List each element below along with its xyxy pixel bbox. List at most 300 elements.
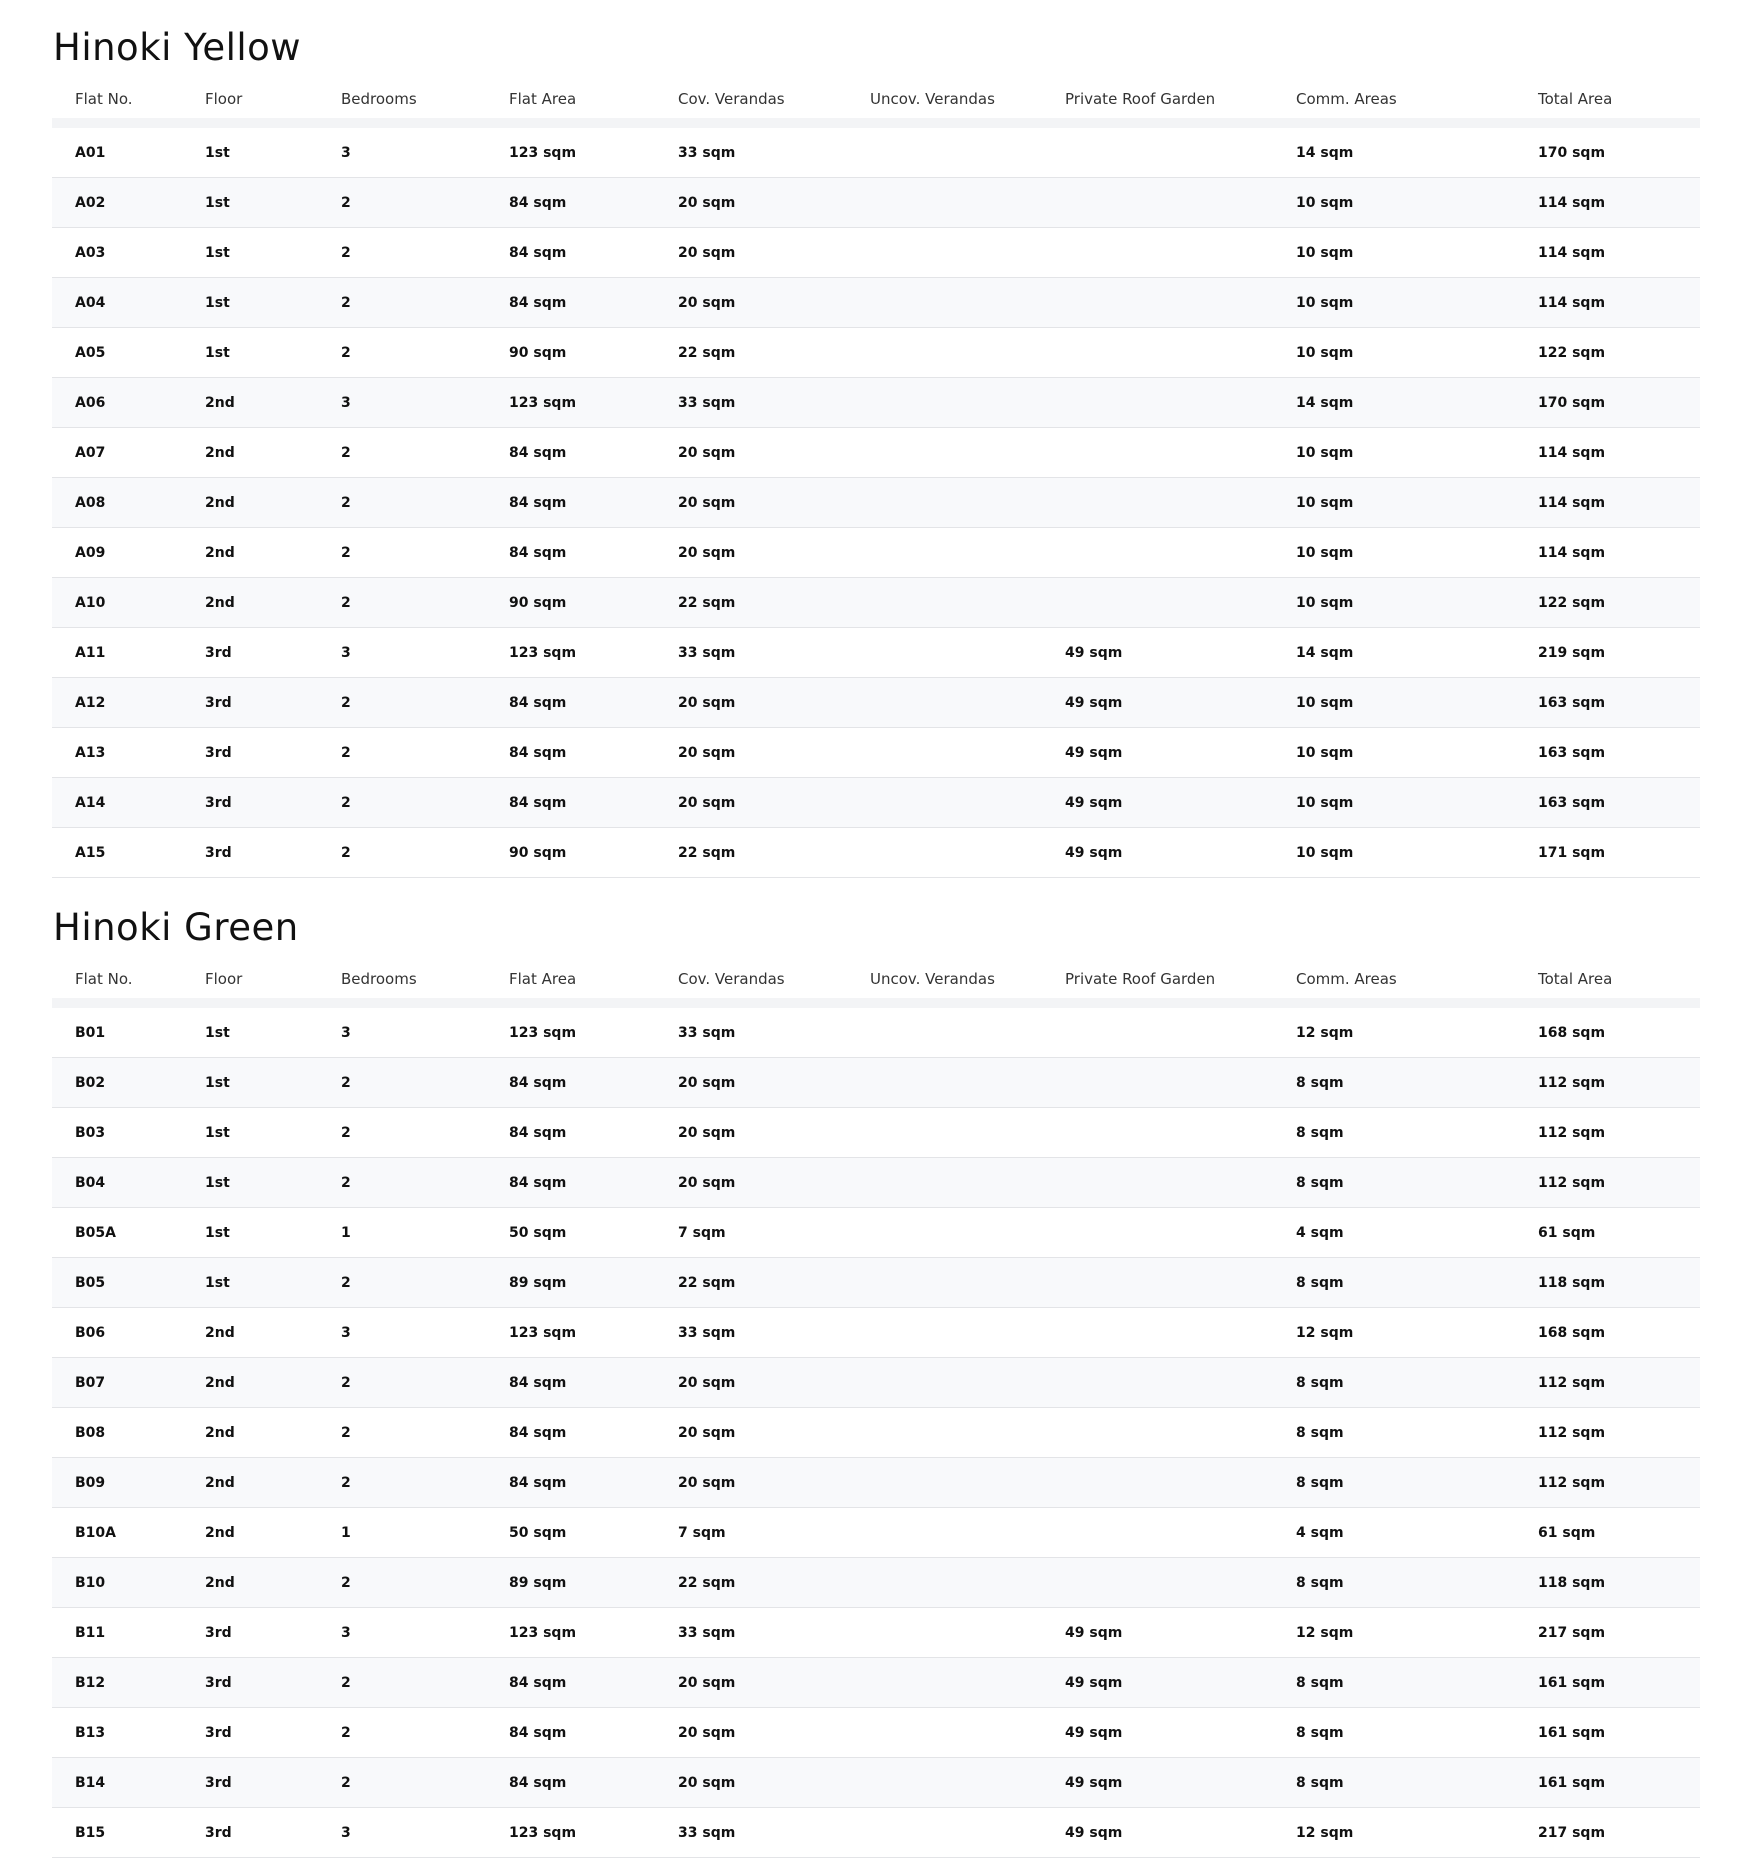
cell-uncov-verandas [870,1558,1065,1608]
cell-bedrooms: 2 [341,478,509,528]
cell-cov-verandas: 22 sqm [678,328,870,378]
cell-bedrooms: 2 [341,1758,509,1808]
cell-floor: 2nd [205,528,341,578]
cell-bedrooms: 2 [341,328,509,378]
cell-uncov-verandas [870,1308,1065,1358]
cell-uncov-verandas [870,228,1065,278]
cell-private-roof-garden [1065,328,1296,378]
cell-cov-verandas: 7 sqm [678,1208,870,1258]
cell-uncov-verandas [870,1658,1065,1708]
cell-cov-verandas: 33 sqm [678,1003,870,1058]
cell-floor: 2nd [205,378,341,428]
cell-bedrooms: 3 [341,628,509,678]
cell-uncov-verandas [870,578,1065,628]
cell-flat-area: 84 sqm [509,228,678,278]
cell-uncov-verandas [870,1108,1065,1158]
cell-comm-areas: 4 sqm [1296,1208,1538,1258]
cell-total-area: 118 sqm [1538,1258,1700,1308]
cell-private-roof-garden [1065,1508,1296,1558]
cell-bedrooms: 2 [341,778,509,828]
cell-uncov-verandas [870,1808,1065,1858]
cell-flat-area: 84 sqm [509,678,678,728]
cell-total-area: 112 sqm [1538,1108,1700,1158]
cell-uncov-verandas [870,1208,1065,1258]
cell-private-roof-garden: 49 sqm [1065,1608,1296,1658]
cell-private-roof-garden: 49 sqm [1065,828,1296,878]
cell-cov-verandas: 33 sqm [678,378,870,428]
cell-uncov-verandas [870,678,1065,728]
cell-flat-no: B09 [52,1458,205,1508]
cell-comm-areas: 8 sqm [1296,1258,1538,1308]
cell-flat-area: 84 sqm [509,1458,678,1508]
cell-bedrooms: 2 [341,678,509,728]
cell-total-area: 114 sqm [1538,528,1700,578]
cell-cov-verandas: 20 sqm [678,728,870,778]
table-row [52,778,1700,828]
cell-private-roof-garden: 49 sqm [1065,1808,1296,1858]
cell-flat-area: 84 sqm [509,1408,678,1458]
cell-bedrooms: 2 [341,178,509,228]
cell-flat-no: B06 [52,1308,205,1358]
cell-total-area: 114 sqm [1538,428,1700,478]
cell-cov-verandas: 33 sqm [678,1308,870,1358]
cell-total-area: 170 sqm [1538,378,1700,428]
cell-floor: 3rd [205,1758,341,1808]
table-row [52,728,1700,778]
cell-bedrooms: 2 [341,1258,509,1308]
cell-comm-areas: 8 sqm [1296,1708,1538,1758]
cell-total-area: 114 sqm [1538,178,1700,228]
flats-table [52,960,1700,1858]
cell-comm-areas: 10 sqm [1296,178,1538,228]
cell-uncov-verandas [870,1708,1065,1758]
cell-floor: 3rd [205,678,341,728]
cell-flat-no: A14 [52,778,205,828]
cell-uncov-verandas [870,178,1065,228]
cell-private-roof-garden [1065,123,1296,178]
cell-cov-verandas: 20 sqm [678,678,870,728]
cell-private-roof-garden [1065,1208,1296,1258]
cell-comm-areas: 10 sqm [1296,828,1538,878]
cell-cov-verandas: 20 sqm [678,228,870,278]
cell-uncov-verandas [870,123,1065,178]
table-row [52,578,1700,628]
cell-private-roof-garden [1065,428,1296,478]
table-row [52,228,1700,278]
cell-comm-areas: 8 sqm [1296,1658,1538,1708]
cell-uncov-verandas [870,1258,1065,1308]
cell-private-roof-garden [1065,578,1296,628]
cell-flat-no: B12 [52,1658,205,1708]
cell-floor: 3rd [205,1608,341,1658]
cell-comm-areas: 8 sqm [1296,1358,1538,1408]
cell-flat-no: A02 [52,178,205,228]
cell-flat-area: 84 sqm [509,1358,678,1408]
cell-uncov-verandas [870,1508,1065,1558]
cell-private-roof-garden [1065,1358,1296,1408]
cell-comm-areas: 14 sqm [1296,628,1538,678]
table-row [52,1608,1700,1658]
cell-flat-area: 84 sqm [509,778,678,828]
cell-comm-areas: 10 sqm [1296,528,1538,578]
cell-cov-verandas: 20 sqm [678,778,870,828]
table-row [52,1708,1700,1758]
cell-flat-area: 84 sqm [509,1658,678,1708]
cell-comm-areas: 8 sqm [1296,1408,1538,1458]
table-row [52,1458,1700,1508]
cell-flat-area: 123 sqm [509,123,678,178]
cell-private-roof-garden: 49 sqm [1065,1658,1296,1708]
cell-flat-no: A13 [52,728,205,778]
cell-flat-no: B01 [52,1003,205,1058]
cell-comm-areas: 10 sqm [1296,678,1538,728]
cell-cov-verandas: 7 sqm [678,1508,870,1558]
cell-comm-areas: 10 sqm [1296,728,1538,778]
cell-total-area: 217 sqm [1538,1808,1700,1858]
column-header-flat-area: Flat Area [509,80,678,123]
cell-comm-areas: 10 sqm [1296,478,1538,528]
cell-flat-no: B03 [52,1108,205,1158]
column-header-bedrooms: Bedrooms [341,960,509,1003]
cell-flat-no: A04 [52,278,205,328]
cell-cov-verandas: 33 sqm [678,628,870,678]
cell-floor: 1st [205,1003,341,1058]
cell-total-area: 161 sqm [1538,1658,1700,1708]
cell-comm-areas: 4 sqm [1296,1508,1538,1558]
table-row [52,428,1700,478]
table-row [52,828,1700,878]
cell-flat-area: 90 sqm [509,828,678,878]
cell-total-area: 114 sqm [1538,228,1700,278]
cell-flat-no: A09 [52,528,205,578]
cell-total-area: 112 sqm [1538,1058,1700,1108]
cell-comm-areas: 12 sqm [1296,1308,1538,1358]
cell-total-area: 171 sqm [1538,828,1700,878]
cell-floor: 2nd [205,428,341,478]
table-row [52,528,1700,578]
cell-floor: 3rd [205,1708,341,1758]
table-row [52,678,1700,728]
cell-bedrooms: 2 [341,428,509,478]
cell-total-area: 122 sqm [1538,578,1700,628]
cell-bedrooms: 2 [341,1358,509,1408]
cell-total-area: 61 sqm [1538,1208,1700,1258]
cell-flat-no: B02 [52,1058,205,1108]
cell-total-area: 112 sqm [1538,1158,1700,1208]
cell-bedrooms: 2 [341,1708,509,1758]
cell-total-area: 219 sqm [1538,628,1700,678]
cell-flat-area: 84 sqm [509,178,678,228]
cell-flat-no: B11 [52,1608,205,1658]
table-row [52,1358,1700,1408]
cell-bedrooms: 2 [341,228,509,278]
cell-flat-no: A06 [52,378,205,428]
cell-cov-verandas: 20 sqm [678,528,870,578]
column-header-private-roof-garden: Private Roof Garden [1065,960,1296,1003]
cell-comm-areas: 8 sqm [1296,1108,1538,1158]
cell-cov-verandas: 20 sqm [678,1358,870,1408]
cell-floor: 2nd [205,578,341,628]
column-header-cov-verandas: Cov. Verandas [678,80,870,123]
cell-private-roof-garden [1065,378,1296,428]
cell-uncov-verandas [870,478,1065,528]
column-header-flat-no: Flat No. [52,960,205,1003]
cell-floor: 1st [205,228,341,278]
cell-comm-areas: 10 sqm [1296,578,1538,628]
cell-uncov-verandas [870,328,1065,378]
cell-uncov-verandas [870,1458,1065,1508]
table-row [52,1758,1700,1808]
cell-private-roof-garden [1065,178,1296,228]
cell-total-area: 114 sqm [1538,278,1700,328]
cell-bedrooms: 3 [341,1808,509,1858]
cell-private-roof-garden [1065,1308,1296,1358]
cell-floor: 3rd [205,628,341,678]
cell-floor: 1st [205,1108,341,1158]
table-row [52,1058,1700,1108]
cell-flat-no: A15 [52,828,205,878]
cell-flat-area: 89 sqm [509,1258,678,1308]
cell-bedrooms: 2 [341,1058,509,1108]
column-header-floor: Floor [205,80,341,123]
table-row [52,1208,1700,1258]
cell-uncov-verandas [870,628,1065,678]
cell-uncov-verandas [870,828,1065,878]
table-row [52,1308,1700,1358]
cell-floor: 3rd [205,1658,341,1708]
cell-floor: 1st [205,1208,341,1258]
table-row [52,1158,1700,1208]
cell-flat-no: B05 [52,1258,205,1308]
column-header-total-area: Total Area [1538,960,1700,1003]
cell-private-roof-garden: 49 sqm [1065,628,1296,678]
table-row [52,478,1700,528]
cell-bedrooms: 3 [341,1003,509,1058]
column-header-comm-areas: Comm. Areas [1296,960,1538,1003]
cell-private-roof-garden [1065,1458,1296,1508]
cell-floor: 2nd [205,1558,341,1608]
cell-floor: 1st [205,123,341,178]
cell-flat-no: B13 [52,1708,205,1758]
cell-total-area: 163 sqm [1538,728,1700,778]
cell-flat-area: 84 sqm [509,728,678,778]
cell-total-area: 163 sqm [1538,778,1700,828]
cell-floor: 2nd [205,1408,341,1458]
cell-total-area: 161 sqm [1538,1758,1700,1808]
cell-flat-area: 84 sqm [509,428,678,478]
cell-comm-areas: 10 sqm [1296,228,1538,278]
cell-floor: 3rd [205,728,341,778]
cell-flat-area: 84 sqm [509,478,678,528]
cell-private-roof-garden: 49 sqm [1065,778,1296,828]
cell-uncov-verandas [870,1003,1065,1058]
cell-bedrooms: 2 [341,1408,509,1458]
cell-flat-area: 123 sqm [509,1608,678,1658]
cell-private-roof-garden: 49 sqm [1065,678,1296,728]
cell-flat-no: B08 [52,1408,205,1458]
cell-cov-verandas: 20 sqm [678,1708,870,1758]
cell-total-area: 122 sqm [1538,328,1700,378]
cell-floor: 2nd [205,1508,341,1558]
cell-total-area: 168 sqm [1538,1308,1700,1358]
cell-private-roof-garden: 49 sqm [1065,1708,1296,1758]
cell-floor: 3rd [205,828,341,878]
cell-floor: 1st [205,328,341,378]
cell-total-area: 112 sqm [1538,1408,1700,1458]
cell-comm-areas: 12 sqm [1296,1608,1538,1658]
cell-floor: 1st [205,1158,341,1208]
table-row [52,1808,1700,1858]
cell-bedrooms: 3 [341,378,509,428]
cell-flat-no: A08 [52,478,205,528]
cell-flat-no: A10 [52,578,205,628]
cell-uncov-verandas [870,278,1065,328]
cell-bedrooms: 2 [341,1658,509,1708]
cell-cov-verandas: 33 sqm [678,123,870,178]
cell-uncov-verandas [870,1608,1065,1658]
cell-flat-no: B15 [52,1808,205,1858]
cell-flat-area: 123 sqm [509,378,678,428]
cell-comm-areas: 12 sqm [1296,1003,1538,1058]
cell-bedrooms: 2 [341,278,509,328]
cell-comm-areas: 8 sqm [1296,1058,1538,1108]
cell-floor: 1st [205,278,341,328]
table-header-row [52,960,1700,1003]
table-row [52,1658,1700,1708]
cell-cov-verandas: 20 sqm [678,278,870,328]
cell-flat-area: 50 sqm [509,1508,678,1558]
table-body [52,1003,1700,1858]
cell-total-area: 112 sqm [1538,1458,1700,1508]
column-header-flat-no: Flat No. [52,80,205,123]
column-header-bedrooms: Bedrooms [341,80,509,123]
cell-private-roof-garden [1065,1408,1296,1458]
cell-bedrooms: 3 [341,1308,509,1358]
cell-floor: 2nd [205,1358,341,1408]
cell-comm-areas: 10 sqm [1296,278,1538,328]
cell-floor: 2nd [205,1458,341,1508]
cell-private-roof-garden [1065,528,1296,578]
cell-private-roof-garden [1065,1158,1296,1208]
cell-total-area: 118 sqm [1538,1558,1700,1608]
cell-flat-area: 84 sqm [509,1158,678,1208]
cell-flat-no: A03 [52,228,205,278]
cell-private-roof-garden [1065,1258,1296,1308]
table-row [52,1108,1700,1158]
cell-cov-verandas: 20 sqm [678,1108,870,1158]
cell-total-area: 163 sqm [1538,678,1700,728]
cell-flat-no: A12 [52,678,205,728]
cell-private-roof-garden [1065,478,1296,528]
section-title: Hinoki Yellow [53,26,302,69]
cell-flat-area: 84 sqm [509,1108,678,1158]
cell-floor: 1st [205,1058,341,1108]
table-row [52,1258,1700,1308]
cell-cov-verandas: 20 sqm [678,1758,870,1808]
cell-flat-area: 84 sqm [509,528,678,578]
table-row [52,628,1700,678]
cell-private-roof-garden [1065,228,1296,278]
cell-total-area: 61 sqm [1538,1508,1700,1558]
cell-flat-no: B04 [52,1158,205,1208]
column-header-private-roof-garden: Private Roof Garden [1065,80,1296,123]
cell-private-roof-garden [1065,1108,1296,1158]
cell-floor: 2nd [205,478,341,528]
cell-bedrooms: 3 [341,123,509,178]
cell-cov-verandas: 20 sqm [678,428,870,478]
cell-total-area: 168 sqm [1538,1003,1700,1058]
cell-cov-verandas: 33 sqm [678,1608,870,1658]
cell-total-area: 170 sqm [1538,123,1700,178]
cell-cov-verandas: 22 sqm [678,578,870,628]
table-row [52,1408,1700,1458]
cell-uncov-verandas [870,378,1065,428]
table-header-row [52,80,1700,123]
column-header-comm-areas: Comm. Areas [1296,80,1538,123]
cell-cov-verandas: 22 sqm [678,1558,870,1608]
cell-flat-area: 50 sqm [509,1208,678,1258]
cell-flat-area: 90 sqm [509,578,678,628]
cell-bedrooms: 2 [341,1158,509,1208]
cell-comm-areas: 8 sqm [1296,1158,1538,1208]
table-row [52,1558,1700,1608]
cell-bedrooms: 1 [341,1508,509,1558]
cell-comm-areas: 10 sqm [1296,328,1538,378]
cell-cov-verandas: 20 sqm [678,1158,870,1208]
cell-cov-verandas: 20 sqm [678,1458,870,1508]
cell-flat-no: A01 [52,123,205,178]
cell-bedrooms: 3 [341,1608,509,1658]
column-header-uncov-verandas: Uncov. Verandas [870,960,1065,1003]
column-header-cov-verandas: Cov. Verandas [678,960,870,1003]
cell-bedrooms: 2 [341,578,509,628]
cell-flat-area: 123 sqm [509,1003,678,1058]
cell-bedrooms: 2 [341,728,509,778]
cell-flat-area: 90 sqm [509,328,678,378]
cell-bedrooms: 1 [341,1208,509,1258]
cell-uncov-verandas [870,528,1065,578]
cell-flat-no: A05 [52,328,205,378]
cell-uncov-verandas [870,1408,1065,1458]
cell-bedrooms: 2 [341,528,509,578]
cell-floor: 3rd [205,778,341,828]
cell-cov-verandas: 22 sqm [678,1258,870,1308]
cell-comm-areas: 8 sqm [1296,1558,1538,1608]
cell-comm-areas: 14 sqm [1296,123,1538,178]
table-row [52,1003,1700,1058]
cell-private-roof-garden [1065,1558,1296,1608]
cell-flat-area: 89 sqm [509,1558,678,1608]
cell-cov-verandas: 20 sqm [678,178,870,228]
cell-floor: 2nd [205,1308,341,1358]
cell-cov-verandas: 20 sqm [678,1408,870,1458]
cell-flat-area: 84 sqm [509,1058,678,1108]
cell-floor: 3rd [205,1808,341,1858]
cell-bedrooms: 2 [341,1458,509,1508]
cell-bedrooms: 2 [341,1108,509,1158]
cell-private-roof-garden: 49 sqm [1065,1758,1296,1808]
cell-uncov-verandas [870,778,1065,828]
cell-total-area: 114 sqm [1538,478,1700,528]
cell-flat-area: 84 sqm [509,1758,678,1808]
cell-flat-no: A11 [52,628,205,678]
cell-comm-areas: 14 sqm [1296,378,1538,428]
cell-uncov-verandas [870,1058,1065,1108]
cell-floor: 1st [205,178,341,228]
cell-uncov-verandas [870,1758,1065,1808]
cell-private-roof-garden [1065,278,1296,328]
cell-total-area: 217 sqm [1538,1608,1700,1658]
